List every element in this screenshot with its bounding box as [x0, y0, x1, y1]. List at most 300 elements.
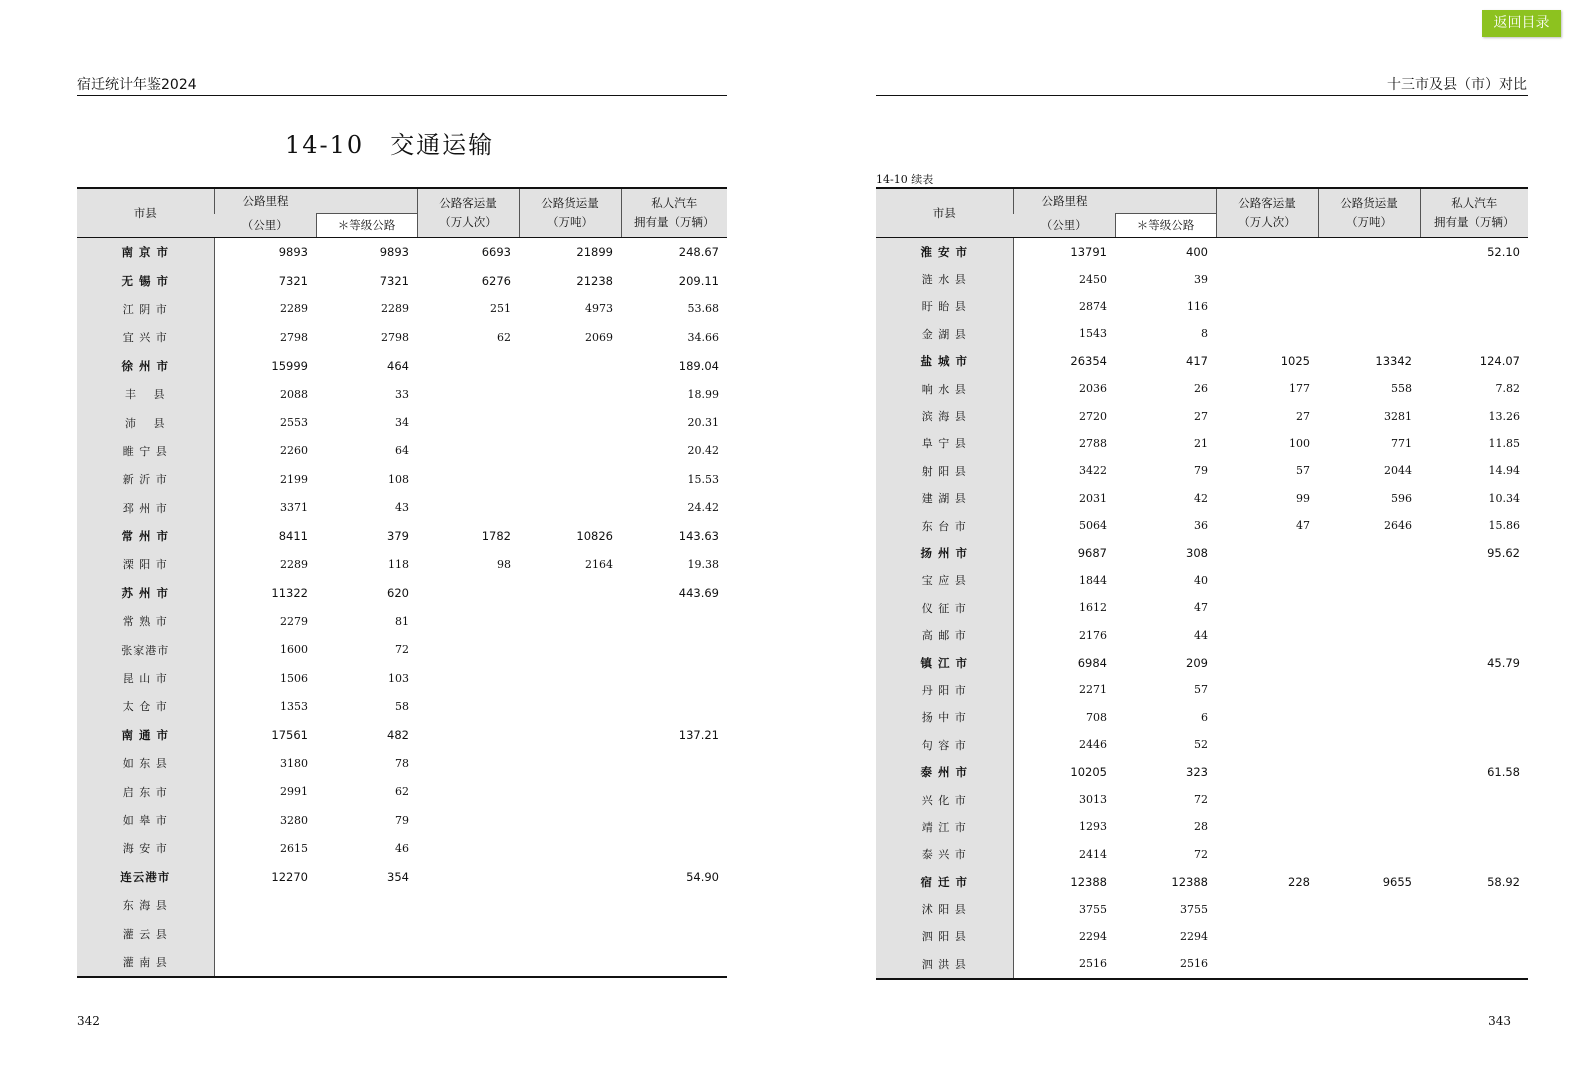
cell-county-name: 盱 眙 县: [876, 293, 1013, 320]
cell-road-mileage: 2271: [1079, 683, 1107, 697]
table-row: [876, 621, 1528, 648]
cell-county-name: 盐 城 市: [876, 348, 1013, 375]
cell-freight: [519, 380, 621, 408]
cell-county-name: 扬 中 市: [876, 704, 1013, 731]
cell-private-cars: 52.10: [1487, 244, 1520, 259]
cell-freight: [519, 891, 621, 919]
cell-county-name: 泗 阳 县: [876, 923, 1013, 950]
cell-road-mileage: 1600: [280, 643, 308, 657]
cell-freight: 771: [1391, 436, 1412, 450]
cell-private-cars: 53.68: [687, 302, 719, 316]
cell-freight: [1318, 676, 1420, 703]
cell-graded-road: 2516: [1180, 957, 1208, 971]
cell-passenger: [417, 919, 519, 947]
cell-freight: [519, 664, 621, 692]
table-row: [77, 494, 727, 522]
cell-county-name: 宿 迁 市: [876, 868, 1013, 895]
cell-road-mileage: 1506: [280, 671, 308, 685]
cell-graded-road: [316, 891, 417, 919]
cell-freight: 21899: [576, 245, 613, 260]
cell-freight: [1318, 293, 1420, 320]
cell-private-cars: [1420, 950, 1528, 978]
cell-passenger: 6693: [481, 245, 511, 260]
col-header-road-mileage-unit: （公里）: [1013, 214, 1115, 238]
cell-graded-road: 118: [388, 557, 409, 571]
cell-passenger: 99: [1296, 491, 1310, 505]
cell-freight: [1318, 539, 1420, 566]
cell-county-name: 射 阳 县: [876, 457, 1013, 484]
cell-passenger: 251: [490, 302, 511, 316]
cell-county-name: 启 东 市: [77, 777, 214, 805]
cell-road-mileage: 2450: [1079, 272, 1107, 286]
cell-private-cars: [1420, 923, 1528, 950]
cell-graded-road: 108: [388, 472, 409, 486]
cell-private-cars: [1420, 265, 1528, 292]
cell-county-name: 江 阴 市: [77, 295, 214, 323]
cell-county-name: 溧 阳 市: [77, 550, 214, 578]
cell-freight: [519, 635, 621, 663]
back-to-contents-button[interactable]: 返回目录: [1482, 10, 1561, 37]
cell-graded-road: 7321: [379, 273, 409, 288]
cell-county-name: 丰 县: [77, 380, 214, 408]
cell-freight: [519, 465, 621, 493]
cell-private-cars: [621, 664, 727, 692]
cell-freight: [519, 721, 621, 749]
table-row: [77, 266, 727, 294]
cell-passenger: [1216, 320, 1318, 347]
cell-passenger: 177: [1289, 382, 1310, 396]
table-row: [876, 950, 1528, 978]
cell-passenger: 98: [497, 557, 511, 571]
cell-private-cars: [1420, 895, 1528, 922]
cell-road-mileage: 1543: [1079, 327, 1107, 341]
table-row: [876, 676, 1528, 703]
cell-graded-road: [316, 919, 417, 947]
cell-private-cars: 61.58: [1487, 765, 1520, 780]
cell-private-cars: 54.90: [686, 869, 719, 884]
cell-road-mileage: 26354: [1070, 354, 1107, 369]
col-header-passenger: 公路客运量 （万人次）: [1216, 188, 1318, 238]
cell-road-mileage: 2036: [1079, 382, 1107, 396]
cell-road-mileage: 708: [1086, 710, 1107, 724]
cell-private-cars: [621, 834, 727, 862]
cell-road-mileage: [214, 891, 316, 919]
cell-freight: [1318, 704, 1420, 731]
cell-county-name: 常 州 市: [77, 522, 214, 550]
cell-road-mileage: 7321: [278, 273, 308, 288]
table-row: [77, 834, 727, 862]
table-row: [77, 579, 727, 607]
table-row: [77, 238, 727, 267]
cell-passenger: 1782: [481, 529, 511, 544]
cell-graded-road: 79: [395, 813, 409, 827]
cell-passenger: [1216, 895, 1318, 922]
cell-road-mileage: 2289: [280, 302, 308, 316]
cell-freight: [519, 749, 621, 777]
table-row: [77, 323, 727, 351]
cell-graded-road: 6: [1201, 710, 1208, 724]
cell-road-mileage: 2199: [280, 472, 308, 486]
table-row: [876, 813, 1528, 840]
cell-private-cars: [1420, 841, 1528, 868]
cell-graded-road: 52: [1194, 738, 1208, 752]
cell-passenger: [417, 437, 519, 465]
table-row: [77, 948, 727, 977]
table-row: [77, 891, 727, 919]
table-row: [876, 512, 1528, 539]
cell-freight: 3281: [1384, 409, 1412, 423]
cell-passenger: [1216, 649, 1318, 676]
cell-passenger: [1216, 923, 1318, 950]
cell-private-cars: 58.92: [1487, 874, 1520, 889]
cell-county-name: 沭 阳 县: [876, 895, 1013, 922]
table-row: [876, 457, 1528, 484]
cell-passenger: [417, 465, 519, 493]
cell-county-name: 宜 兴 市: [77, 323, 214, 351]
cell-freight: [1318, 895, 1420, 922]
cell-passenger: 27: [1296, 409, 1310, 423]
cell-county-name: 太 仓 市: [77, 692, 214, 720]
cell-private-cars: 124.07: [1479, 354, 1520, 369]
cell-freight: [519, 579, 621, 607]
cell-private-cars: 443.69: [678, 585, 719, 600]
cell-road-mileage: 2615: [280, 841, 308, 855]
cell-road-mileage: 6984: [1077, 655, 1107, 670]
cell-freight: [519, 948, 621, 977]
cell-graded-road: 3755: [1180, 902, 1208, 916]
cell-passenger: [1216, 950, 1318, 978]
cell-passenger: 62: [497, 330, 511, 344]
cell-county-name: 灌 云 县: [77, 919, 214, 947]
cell-freight: 9655: [1382, 874, 1412, 889]
cell-graded-road: 39: [1194, 272, 1208, 286]
table-row: [77, 919, 727, 947]
cell-graded-road: 36: [1194, 519, 1208, 533]
table-row: [876, 923, 1528, 950]
cell-passenger: [417, 607, 519, 635]
cell-freight: [1318, 841, 1420, 868]
table-row: [77, 607, 727, 635]
cell-freight: [519, 806, 621, 834]
table-row: [77, 721, 727, 749]
cell-graded-road: 323: [1186, 765, 1208, 780]
cell-county-name: 靖 江 市: [876, 813, 1013, 840]
table-row: [77, 692, 727, 720]
table-row: [876, 731, 1528, 758]
cell-county-name: 连云港市: [77, 863, 214, 891]
table-row: [77, 863, 727, 891]
continuation-label: 14-10 续表: [876, 173, 934, 186]
table-row: [876, 265, 1528, 292]
cell-graded-road: 81: [395, 614, 409, 628]
cell-county-name: 沛 县: [77, 408, 214, 436]
cell-passenger: [1216, 594, 1318, 621]
cell-road-mileage: 10205: [1070, 765, 1107, 780]
cell-graded-road: 33: [395, 387, 409, 401]
cell-road-mileage: 2720: [1079, 409, 1107, 423]
cell-graded-road: 209: [1186, 655, 1208, 670]
table-row: [77, 749, 727, 777]
table-row: [876, 375, 1528, 402]
table-row: [876, 539, 1528, 566]
cell-private-cars: 20.31: [687, 416, 719, 430]
cell-graded-road: 2289: [381, 302, 409, 316]
cell-freight: 2646: [1384, 519, 1412, 533]
cell-freight: [1318, 786, 1420, 813]
cell-freight: [519, 919, 621, 947]
cell-freight: [519, 692, 621, 720]
cell-private-cars: 143.63: [678, 529, 719, 544]
transport-table-right: [876, 187, 1528, 980]
cell-county-name: 徐 州 市: [77, 352, 214, 380]
cell-county-name: 泰 兴 市: [876, 841, 1013, 868]
cell-private-cars: 18.99: [687, 387, 719, 401]
cell-road-mileage: 2874: [1079, 299, 1107, 313]
cell-graded-road: 46: [395, 841, 409, 855]
cell-graded-road: 72: [1194, 793, 1208, 806]
cell-graded-road: 42: [1194, 491, 1208, 505]
table-row: [876, 786, 1528, 813]
cell-county-name: 淮 安 市: [876, 238, 1013, 266]
cell-county-name: 宝 应 县: [876, 567, 1013, 594]
right-page-number: 343: [1488, 1014, 1511, 1028]
table-row: [876, 293, 1528, 320]
table-row: [876, 348, 1528, 375]
cell-road-mileage: 5064: [1079, 519, 1107, 533]
cell-private-cars: [621, 777, 727, 805]
cell-private-cars: [621, 692, 727, 720]
cell-freight: [1318, 758, 1420, 785]
table-row: [876, 485, 1528, 512]
cell-freight: [1318, 649, 1420, 676]
cell-road-mileage: 11322: [271, 585, 308, 600]
cell-graded-road: 57: [1194, 683, 1208, 697]
cell-graded-road: 34: [395, 416, 409, 430]
cell-graded-road: 40: [1194, 573, 1208, 587]
cell-graded-road: [316, 948, 417, 977]
col-header-freight: 公路货运量 （万吨）: [1318, 188, 1420, 238]
cell-freight: [1318, 265, 1420, 292]
cell-graded-road: 27: [1194, 409, 1208, 423]
table-row: [876, 649, 1528, 676]
cell-freight: [1318, 594, 1420, 621]
cell-passenger: [417, 806, 519, 834]
cell-road-mileage: 2991: [280, 785, 308, 799]
cell-graded-road: 78: [395, 756, 409, 770]
cell-road-mileage: 2446: [1079, 738, 1107, 752]
cell-private-cars: [621, 749, 727, 777]
cell-passenger: [1216, 293, 1318, 320]
cell-private-cars: [621, 607, 727, 635]
cell-private-cars: [1420, 731, 1528, 758]
cell-freight: [1318, 320, 1420, 347]
cell-passenger: [1216, 676, 1318, 703]
cell-road-mileage: 1612: [1079, 601, 1107, 615]
table-row: [77, 408, 727, 436]
cell-graded-road: 58: [395, 699, 409, 713]
cell-county-name: 昆 山 市: [77, 664, 214, 692]
table-row: [77, 664, 727, 692]
cell-private-cars: 137.21: [678, 727, 719, 742]
cell-private-cars: 189.04: [678, 358, 719, 373]
cell-road-mileage: 2031: [1079, 491, 1107, 505]
cell-private-cars: 34.66: [687, 330, 719, 344]
cell-graded-road: 64: [395, 444, 409, 458]
cell-road-mileage: [214, 919, 316, 947]
cell-passenger: 47: [1296, 519, 1310, 533]
table-row: [77, 806, 727, 834]
cell-passenger: [1216, 731, 1318, 758]
cell-county-name: 苏 州 市: [77, 579, 214, 607]
table-row: [77, 465, 727, 493]
cell-county-name: 涟 水 县: [876, 265, 1013, 292]
col-header-road-mileage: 公路里程: [214, 188, 417, 214]
cell-road-mileage: 3755: [1079, 902, 1107, 916]
cell-passenger: [1216, 758, 1318, 785]
cell-road-mileage: 15999: [271, 358, 308, 373]
cell-county-name: 如 皋 市: [77, 806, 214, 834]
cell-passenger: [417, 777, 519, 805]
cell-graded-road: 620: [387, 585, 409, 600]
cell-graded-road: 8: [1201, 327, 1208, 341]
cell-private-cars: 15.86: [1488, 519, 1520, 533]
cell-road-mileage: 17561: [271, 727, 308, 742]
cell-freight: [519, 352, 621, 380]
cell-private-cars: [1420, 320, 1528, 347]
cell-freight: [1318, 950, 1420, 978]
cell-county-name: 南 通 市: [77, 721, 214, 749]
cell-road-mileage: 2176: [1079, 628, 1107, 642]
cell-passenger: [417, 863, 519, 891]
cell-road-mileage: 2516: [1079, 957, 1107, 971]
cell-private-cars: [621, 919, 727, 947]
cell-private-cars: [1420, 293, 1528, 320]
table-row: [77, 777, 727, 805]
cell-road-mileage: 2788: [1079, 436, 1107, 450]
table-row: [876, 430, 1528, 457]
cell-private-cars: 11.85: [1488, 436, 1520, 450]
cell-freight: 21238: [576, 273, 613, 288]
cell-freight: [1318, 731, 1420, 758]
table-row: [876, 704, 1528, 731]
cell-private-cars: [1420, 594, 1528, 621]
cell-passenger: [1216, 704, 1318, 731]
cell-freight: 2164: [585, 557, 613, 571]
cell-passenger: [417, 635, 519, 663]
cell-passenger: [417, 948, 519, 977]
cell-road-mileage: 3371: [280, 501, 308, 515]
cell-road-mileage: [214, 948, 316, 977]
cell-graded-road: 62: [395, 785, 409, 799]
cell-road-mileage: 1293: [1079, 820, 1107, 834]
table-row: [77, 522, 727, 550]
cell-county-name: 东 海 县: [77, 891, 214, 919]
cell-freight: 596: [1391, 491, 1412, 505]
cell-road-mileage: 2294: [1079, 929, 1107, 943]
cell-road-mileage: 3280: [280, 813, 308, 827]
cell-passenger: [417, 891, 519, 919]
cell-passenger: [1216, 813, 1318, 840]
cell-passenger: [1216, 841, 1318, 868]
cell-passenger: 57: [1296, 464, 1310, 478]
cell-graded-road: 103: [388, 671, 409, 685]
cell-private-cars: [621, 806, 727, 834]
cell-passenger: [1216, 786, 1318, 813]
cell-county-name: 镇 江 市: [876, 649, 1013, 676]
cell-private-cars: [621, 891, 727, 919]
cell-freight: [1318, 567, 1420, 594]
cell-freight: 13342: [1375, 354, 1412, 369]
cell-graded-road: 79: [1194, 464, 1208, 478]
table-row: [876, 841, 1528, 868]
cell-graded-road: 379: [387, 529, 409, 544]
cell-passenger: [417, 408, 519, 436]
cell-graded-road: 116: [1187, 299, 1208, 313]
cell-passenger: [1216, 567, 1318, 594]
col-header-freight: 公路货运量 （万吨）: [519, 188, 621, 238]
cell-passenger: [1216, 621, 1318, 648]
cell-passenger: [1216, 539, 1318, 566]
cell-private-cars: 95.62: [1487, 545, 1520, 560]
cell-county-name: 睢 宁 县: [77, 437, 214, 465]
cell-passenger: 1025: [1280, 354, 1310, 369]
cell-private-cars: [1420, 567, 1528, 594]
cell-road-mileage: 9687: [1077, 545, 1107, 560]
cell-road-mileage: 2260: [280, 444, 308, 458]
cell-private-cars: [621, 948, 727, 977]
cell-passenger: 228: [1288, 874, 1310, 889]
table-row: [77, 550, 727, 578]
cell-private-cars: 15.53: [687, 472, 719, 486]
col-header-private-cars: 私人汽车 拥有量（万辆）: [621, 188, 727, 238]
cell-private-cars: 248.67: [678, 245, 719, 260]
cell-county-name: 仪 征 市: [876, 594, 1013, 621]
col-header-graded-road: ＊等级公路: [1115, 214, 1216, 238]
col-header-county: 市县: [876, 188, 1013, 238]
cell-county-name: 邳 州 市: [77, 494, 214, 522]
cell-private-cars: 19.38: [687, 557, 719, 571]
cell-graded-road: 2798: [381, 330, 409, 344]
cell-passenger: 100: [1289, 436, 1310, 450]
col-header-private-cars: 私人汽车 拥有量（万辆）: [1420, 188, 1528, 238]
cell-graded-road: 308: [1186, 545, 1208, 560]
cell-graded-road: 417: [1186, 354, 1208, 369]
cell-private-cars: [621, 635, 727, 663]
cell-private-cars: [1420, 621, 1528, 648]
cell-road-mileage: 1353: [280, 699, 308, 713]
cell-passenger: [417, 664, 519, 692]
cell-county-name: 响 水 县: [876, 375, 1013, 402]
col-header-road-mileage-unit: （公里）: [214, 214, 316, 238]
cell-road-mileage: 12270: [271, 869, 308, 884]
left-running-header: 宿迁统计年鉴2024: [77, 77, 197, 93]
cell-freight: [1318, 238, 1420, 266]
cell-freight: [519, 607, 621, 635]
cell-road-mileage: 2279: [280, 614, 308, 628]
cell-passenger: 6276: [481, 273, 511, 288]
cell-road-mileage: 8411: [278, 529, 308, 544]
table-row: [876, 868, 1528, 895]
table-row: [876, 320, 1528, 347]
cell-road-mileage: 3180: [280, 756, 308, 770]
cell-passenger: [417, 579, 519, 607]
table-row: [876, 238, 1528, 266]
cell-freight: [519, 437, 621, 465]
table-row: [77, 437, 727, 465]
cell-private-cars: 14.94: [1488, 464, 1520, 478]
cell-graded-road: 354: [387, 869, 409, 884]
col-header-road-mileage: 公路里程: [1013, 188, 1216, 214]
